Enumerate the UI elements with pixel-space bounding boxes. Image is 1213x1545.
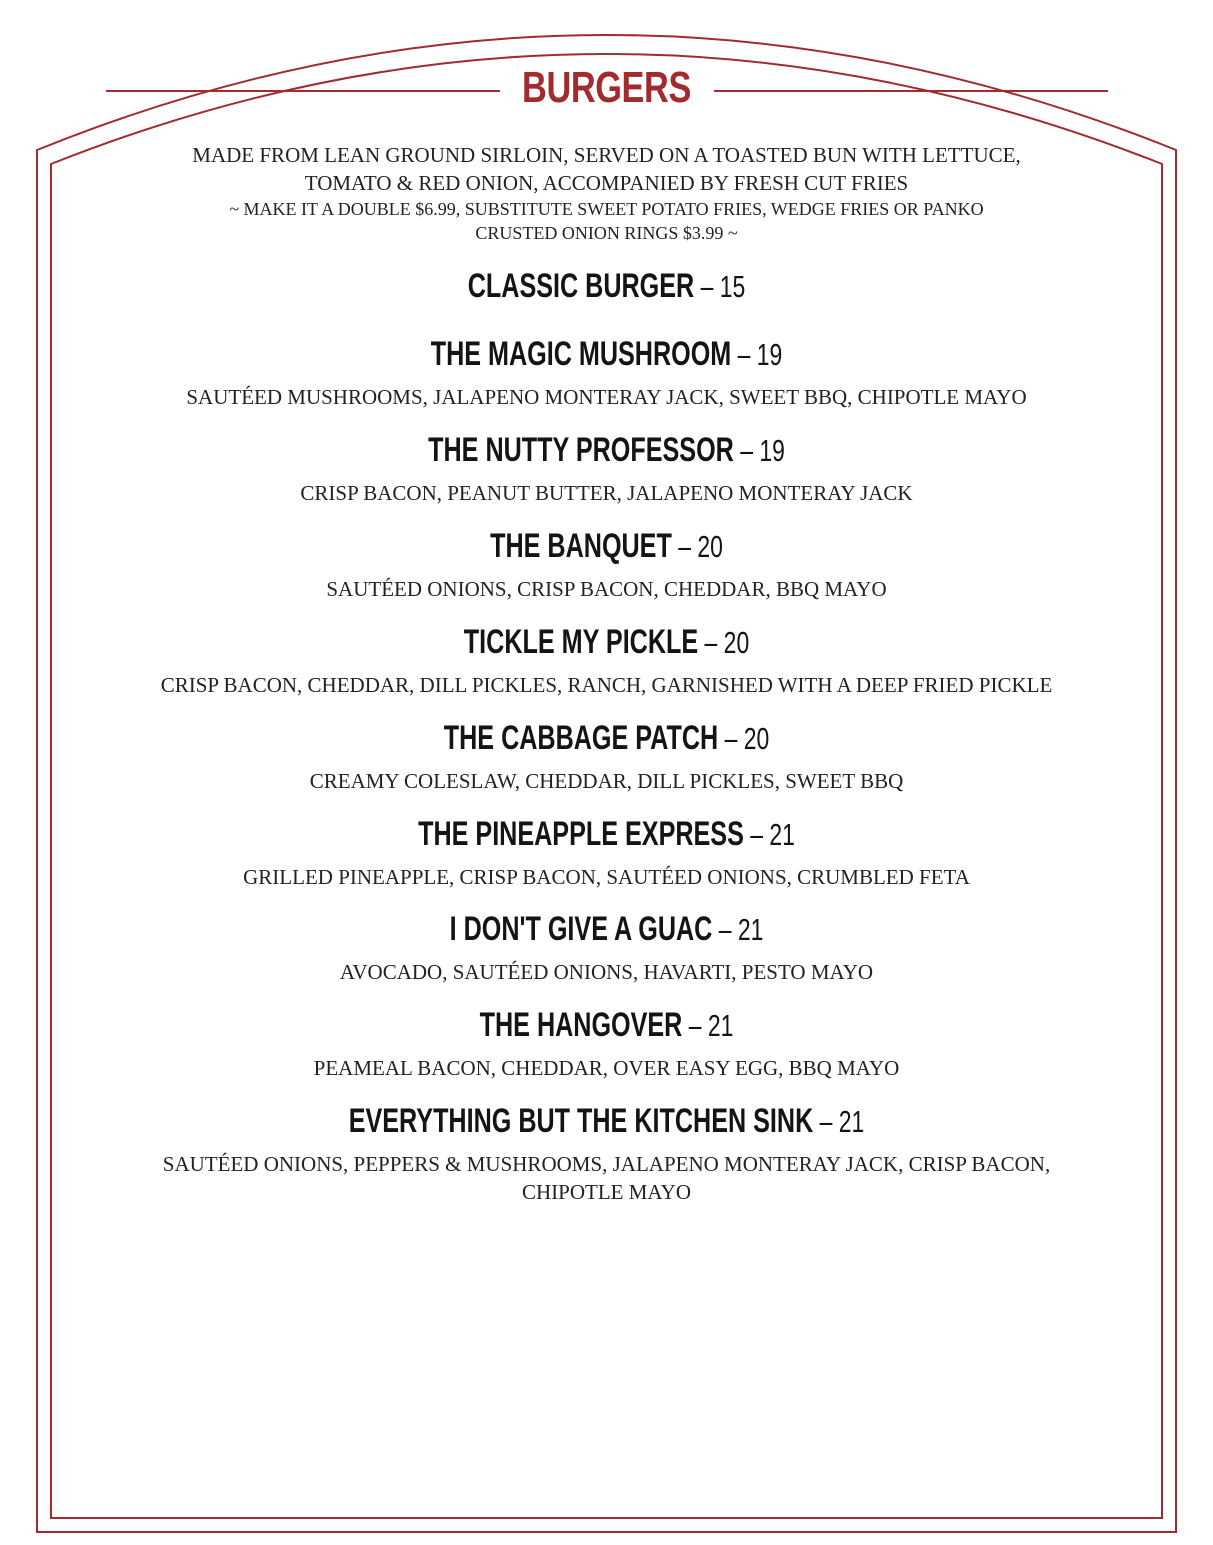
item-price: 21 [769, 817, 795, 852]
item-name: THE CABBAGE PATCH [443, 719, 719, 757]
menu-item-kitchen-sink: EVERYTHING BUT THE KITCHEN SINK – 21 SAUTÉED ONIONS, PEPPERS & MUSHROOMS, JALAPENO MONTERAY JACK, CRISP BACON, CHIPOTLE MAYO [60, 1101, 1153, 1206]
item-description-line-1: SAUTÉED ONIONS, PEPPERS & MUSHROOMS, JALAPENO MONTERAY JACK, CRISP BACON, [162, 1152, 1051, 1176]
item-name: I DON'T GIVE A GUAC [449, 910, 713, 948]
item-description: AVOCADO, SAUTÉED ONIONS, HAVARTI, PESTO MAYO [339, 960, 874, 984]
item-price: 20 [723, 625, 750, 660]
item-name: THE PINEAPPLE EXPRESS [418, 815, 744, 853]
menu-item-dont-give-a-guac: I DON'T GIVE A GUAC – 21 AVOCADO, SAUTÉED ONIONS, HAVARTI, PESTO MAYO [60, 909, 1153, 986]
menu-item-nutty-professor: THE NUTTY PROFESSOR – 19 CRISP BACON, PEANUT BUTTER, JALAPENO MONTERAY JACK [60, 430, 1153, 507]
item-description-line-2: CHIPOTLE MAYO [522, 1180, 691, 1204]
menu-item-tickle-my-pickle: TICKLE MY PICKLE – 20 CRISP BACON, CHEDDAR, DILL PICKLES, RANCH, GARNISHED WITH A DEEP FRIED PICKLE [60, 622, 1153, 699]
item-price: 21 [737, 912, 764, 947]
intro-line-2: TOMATO & RED ONION, ACCOMPANIED BY FRESH CUT FRIES [304, 171, 909, 195]
item-description: PEAMEAL BACON, CHEDDAR, OVER EASY EGG, BBQ MAYO [313, 1056, 900, 1080]
upgrade-note-line-2: CRUSTED ONION RINGS $3.99 ~ [475, 223, 738, 243]
item-name: CLASSIC BURGER [467, 267, 695, 305]
item-price: 19 [759, 433, 785, 468]
item-description: GRILLED PINEAPPLE, CRISP BACON, SAUTÉED ONIONS, CRUMBLED FETA [243, 865, 970, 889]
item-name: TICKLE MY PICKLE [463, 623, 699, 661]
item-price: 15 [719, 269, 746, 304]
item-description: SAUTÉED ONIONS, CRISP BACON, CHEDDAR, BBQ MAYO [326, 577, 887, 601]
item-description: CRISP BACON, CHEDDAR, DILL PICKLES, RANCH, GARNISHED WITH A DEEP FRIED PICKLE [160, 673, 1053, 697]
item-description: CRISP BACON, PEANUT BUTTER, JALAPENO MONTERAY JACK [300, 481, 913, 505]
item-description: CREAMY COLESLAW, CHEDDAR, DILL PICKLES, SWEET BBQ [309, 769, 904, 793]
section-title: BURGERS [522, 63, 691, 112]
item-name: THE MAGIC MUSHROOM [430, 335, 732, 373]
item-name: THE BANQUET [490, 527, 672, 565]
item-price: 20 [697, 529, 723, 564]
item-price: 20 [743, 721, 770, 756]
item-price: 21 [707, 1008, 734, 1043]
item-description: SAUTÉED MUSHROOMS, JALAPENO MONTERAY JACK, SWEET BBQ, CHIPOTLE MAYO [186, 385, 1027, 409]
item-price: 21 [838, 1104, 865, 1139]
menu-item-classic-burger: CLASSIC BURGER – 15 [467, 267, 746, 305]
item-name: THE NUTTY PROFESSOR [428, 431, 734, 469]
item-name: THE HANGOVER [479, 1006, 683, 1044]
section-intro [120, 141, 1093, 245]
menu-item-magic-mushroom: THE MAGIC MUSHROOM – 19 SAUTÉED MUSHROOMS, JALAPENO MONTERAY JACK, SWEET BBQ, CHIPOTLE MAYO [60, 334, 1153, 411]
menu-item-the-hangover: THE HANGOVER – 21 PEAMEAL BACON, CHEDDAR, OVER EASY EGG, BBQ MAYO [60, 1005, 1153, 1082]
menu-item-the-banquet: THE BANQUET – 20 SAUTÉED ONIONS, CRISP BACON, CHEDDAR, BBQ MAYO [60, 526, 1153, 603]
upgrade-note-line-1: ~ MAKE IT A DOUBLE $6.99, SUBSTITUTE SWEET POTATO FRIES, WEDGE FRIES OR PANKO [229, 199, 984, 219]
item-name: EVERYTHING BUT THE KITCHEN SINK [348, 1102, 814, 1140]
menu-item-cabbage-patch: THE CABBAGE PATCH – 20 CREAMY COLESLAW, CHEDDAR, DILL PICKLES, SWEET BBQ [60, 718, 1153, 795]
intro-line-1: MADE FROM LEAN GROUND SIRLOIN, SERVED ON A TOASTED BUN WITH LETTUCE, [192, 143, 1021, 167]
menu-item-pineapple-express: THE PINEAPPLE EXPRESS – 21 GRILLED PINEAPPLE, CRISP BACON, SAUTÉED ONIONS, CRUMBLED FETA [60, 814, 1153, 891]
item-price: 19 [756, 337, 783, 372]
